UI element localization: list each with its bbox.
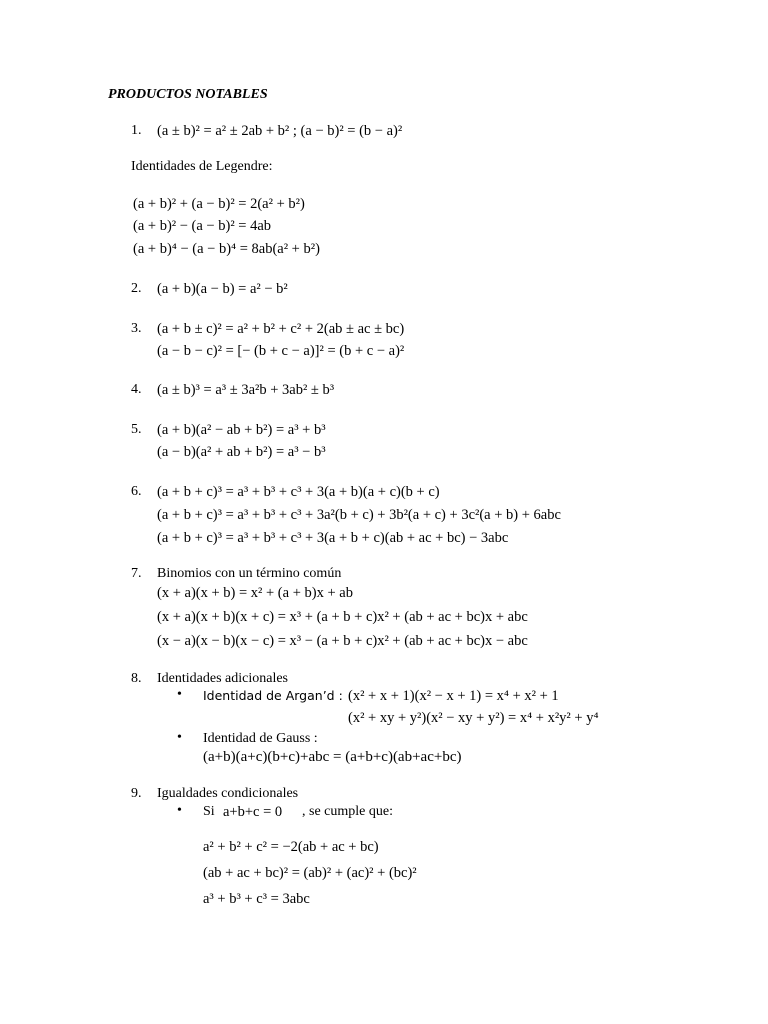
formula: (a + b + c)³ = a³ + b³ + c³ + 3(a + b + c)(ab + ac + bc) − 3abc [157,530,509,546]
item-number: 5. [131,422,142,437]
formula: (a + b + c)³ = a³ + b³ + c³ + 3(a + b)(a + c)(b + c) [157,484,440,500]
formula: (a ± b)³ = a³ ± 3a²b + 3ab² ± b³ [157,382,335,398]
formula: (a + b)(a − b) = a² − b² [157,281,288,297]
condition-si: Si [203,804,215,819]
formula: (a + b ± c)² = a² + b² + c² + 2(ab ± ac ± bc) [157,321,405,337]
section-label: Identidades de Legendre: [131,159,273,174]
formula: (ab + ac + bc)² = (ab)² + (ac)² + (bc)² [203,865,417,881]
bullet: • [177,803,182,818]
item-number: 8. [131,671,142,686]
formula: a² + b² + c² = −2(ab + ac + bc) [203,839,379,855]
formula: (a + b + c)³ = a³ + b³ + c³ + 3a²(b + c) + 3b²(a + c) + 3c²(a + b) + 6abc [157,507,561,523]
item-number: 1. [131,123,142,138]
bullet: • [177,730,182,745]
item-number: 9. [131,786,142,801]
argand-label: Identidad de Argan’d : [203,688,343,703]
condition-expression: a+b+c = 0 [223,804,283,820]
formula: a³ + b³ + c³ = 3abc [203,891,310,907]
section-label: Identidades adicionales [157,671,289,686]
formula: (a + b)² − (a − b)² = 4ab [133,218,272,234]
condition-text: , se cumple que: [302,804,393,819]
formula: (x² + x + 1)(x² − x + 1) = x⁴ + x² + 1 [348,688,559,704]
formula: (a + b)⁴ − (a − b)⁴ = 8ab(a² + b²) [133,241,320,257]
item-number: 2. [131,281,142,296]
formula: (x² + xy + y²)(x² − xy + y²) = x⁴ + x²y² + y⁴ [348,710,599,726]
formula: (x + a)(x + b) = x² + (a + b)x + ab [157,585,353,601]
bullet: • [177,687,182,702]
formula: (x + a)(x + b)(x + c) = x³ + (a + b + c)x² + (ab + ac + bc)x + abc [157,609,528,625]
formula: (x − a)(x − b)(x − c) = x³ − (a + b + c)x² + (ab + ac + bc)x − abc [157,633,528,649]
item-number: 7. [131,566,142,581]
formula: (a + b)(a² − ab + b²) = a³ + b³ [157,422,326,438]
formula: (a ± b)² = a² ± 2ab + b² ; (a − b)² = (b − a)² [157,123,403,139]
page-title: PRODUCTOS NOTABLES [108,87,268,102]
section-label: Binomios con un término común [157,566,342,581]
gauss-label: Identidad de Gauss : [203,731,318,746]
item-number: 3. [131,321,142,336]
formula: (a − b)(a² + ab + b²) = a³ − b³ [157,444,326,460]
section-label: Igualdades condicionales [157,786,299,801]
formula: (a+b)(a+c)(b+c)+abc = (a+b+c)(ab+ac+bc) [203,749,462,765]
item-number: 6. [131,484,142,499]
formula: (a − b − c)² = [− (b + c − a)]² = (b + c − a)² [157,343,405,359]
formula: (a + b)² + (a − b)² = 2(a² + b²) [133,196,305,212]
item-number: 4. [131,382,142,397]
